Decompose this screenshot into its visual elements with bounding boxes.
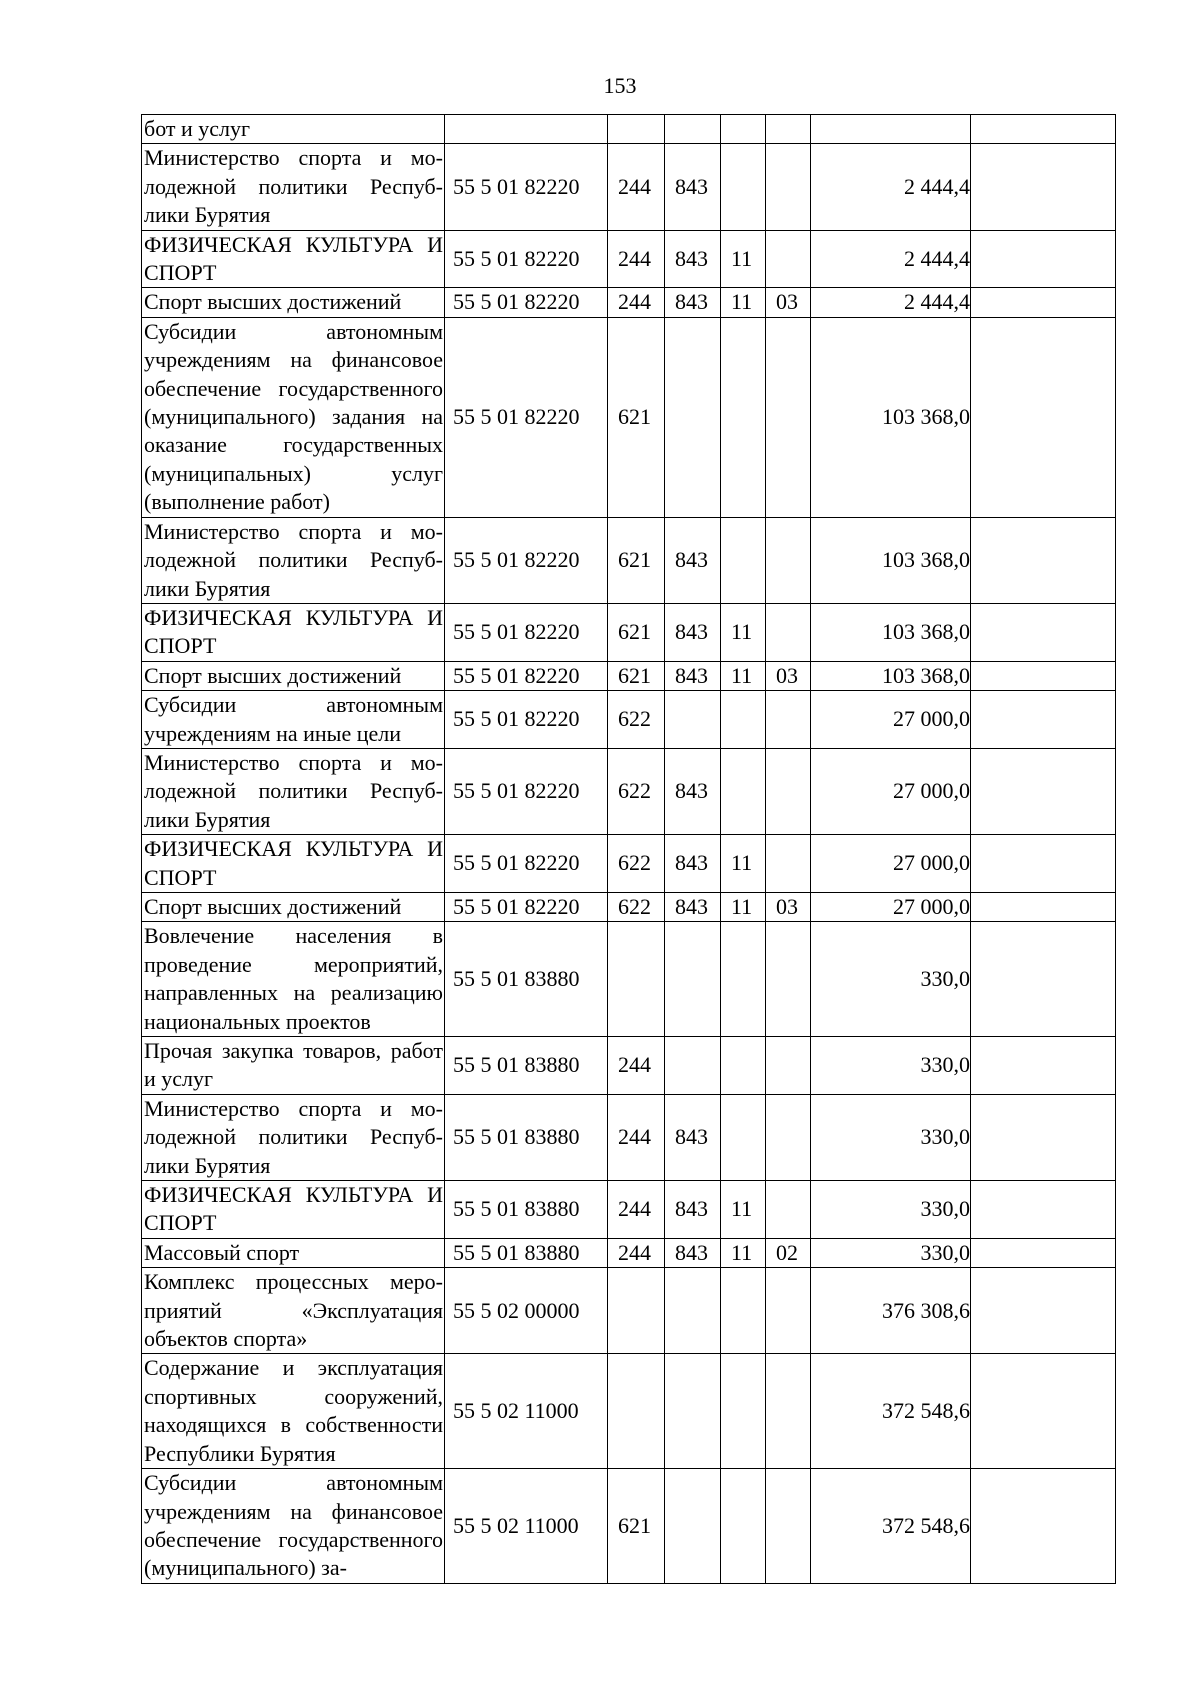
row-name-cell: Спорт высших достижений xyxy=(142,288,445,317)
expense-type-cell: 622 xyxy=(608,892,665,921)
empty-cell xyxy=(971,1238,1116,1267)
subsection-cell xyxy=(766,517,811,603)
section-cell xyxy=(721,317,766,517)
target-code-cell: 55 5 02 00000 xyxy=(445,1268,608,1354)
subsection-cell xyxy=(766,1268,811,1354)
ministry-code-cell: 843 xyxy=(665,748,721,834)
subsection-cell xyxy=(766,922,811,1037)
empty-cell xyxy=(971,1037,1116,1095)
table-row xyxy=(142,1354,1116,1469)
row-name-cell: ФИЗИЧЕСКАЯ КУЛЬТУРА И СПОРТ xyxy=(142,1181,445,1239)
ministry-code-cell xyxy=(665,1354,721,1469)
expense-type-cell: 622 xyxy=(608,748,665,834)
table-row xyxy=(142,1181,1116,1239)
target-code-cell: 55 5 01 82220 xyxy=(445,748,608,834)
expense-type-cell: 622 xyxy=(608,691,665,749)
target-code-cell xyxy=(445,115,608,144)
row-name-cell: Субсидии автономным учреждениям на финансовое обеспечение государственного (муниципального) за- xyxy=(142,1469,445,1584)
subsection-cell: 03 xyxy=(766,661,811,690)
amount-cell: 376 308,6 xyxy=(811,1268,971,1354)
ministry-code-cell: 843 xyxy=(665,1181,721,1239)
target-code-cell: 55 5 01 82220 xyxy=(445,317,608,517)
row-name-cell: Министерство спорта и молодежной политики Республики Бурятия xyxy=(142,748,445,834)
ministry-code-cell xyxy=(665,691,721,749)
empty-cell xyxy=(971,1268,1116,1354)
expense-type-cell: 244 xyxy=(608,1037,665,1095)
expense-type-cell: 244 xyxy=(608,144,665,230)
amount-cell: 330,0 xyxy=(811,1238,971,1267)
table-row xyxy=(142,517,1116,603)
table-body xyxy=(142,115,1116,1584)
subsection-cell: 02 xyxy=(766,1238,811,1267)
amount-cell: 27 000,0 xyxy=(811,892,971,921)
ministry-code-cell: 843 xyxy=(665,288,721,317)
ministry-code-cell xyxy=(665,1037,721,1095)
ministry-code-cell: 843 xyxy=(665,603,721,661)
expense-type-cell xyxy=(608,115,665,144)
ministry-code-cell: 843 xyxy=(665,1238,721,1267)
target-code-cell: 55 5 01 83880 xyxy=(445,1037,608,1095)
table-row xyxy=(142,115,1116,144)
expense-type-cell: 244 xyxy=(608,1094,665,1180)
amount-cell: 2 444,4 xyxy=(811,230,971,288)
target-code-cell: 55 5 01 82220 xyxy=(445,288,608,317)
expense-type-cell: 244 xyxy=(608,1238,665,1267)
ministry-code-cell: 843 xyxy=(665,892,721,921)
target-code-cell: 55 5 01 82220 xyxy=(445,691,608,749)
empty-cell xyxy=(971,1354,1116,1469)
section-cell: 11 xyxy=(721,835,766,893)
amount-cell: 330,0 xyxy=(811,1181,971,1239)
row-name-cell: Министерство спорта и молодежной политики Республики Бурятия xyxy=(142,517,445,603)
section-cell: 11 xyxy=(721,892,766,921)
section-cell xyxy=(721,1037,766,1095)
subsection-cell xyxy=(766,1037,811,1095)
table-row xyxy=(142,691,1116,749)
section-cell: 11 xyxy=(721,1181,766,1239)
subsection-cell: 03 xyxy=(766,892,811,921)
row-name-cell: бот и услуг xyxy=(142,115,445,144)
ministry-code-cell: 843 xyxy=(665,517,721,603)
amount-cell: 103 368,0 xyxy=(811,661,971,690)
row-name-cell: Спорт высших достижений xyxy=(142,892,445,921)
page-number: 153 xyxy=(603,73,637,98)
target-code-cell: 55 5 02 11000 xyxy=(445,1354,608,1469)
row-name-cell: ФИЗИЧЕСКАЯ КУЛЬТУРА И СПОРТ xyxy=(142,835,445,893)
table-row xyxy=(142,603,1116,661)
empty-cell xyxy=(971,603,1116,661)
subsection-cell xyxy=(766,1181,811,1239)
empty-cell xyxy=(971,748,1116,834)
table-row xyxy=(142,661,1116,690)
empty-cell xyxy=(971,835,1116,893)
table-row xyxy=(142,835,1116,893)
amount-cell: 2 444,4 xyxy=(811,288,971,317)
table-row xyxy=(142,922,1116,1037)
empty-cell xyxy=(971,691,1116,749)
row-name-cell: Массовый спорт xyxy=(142,1238,445,1267)
table-row xyxy=(142,892,1116,921)
expense-type-cell xyxy=(608,1268,665,1354)
amount-cell: 372 548,6 xyxy=(811,1469,971,1584)
subsection-cell xyxy=(766,691,811,749)
table-row xyxy=(142,230,1116,288)
target-code-cell: 55 5 01 82220 xyxy=(445,603,608,661)
row-name-cell: Министерство спорта и молодежной политики Республики Бурятия xyxy=(142,1094,445,1180)
expense-type-cell: 621 xyxy=(608,317,665,517)
expense-type-cell xyxy=(608,1354,665,1469)
subsection-cell xyxy=(766,144,811,230)
amount-cell: 27 000,0 xyxy=(811,835,971,893)
empty-cell xyxy=(971,1094,1116,1180)
target-code-cell: 55 5 01 82220 xyxy=(445,835,608,893)
section-cell xyxy=(721,115,766,144)
subsection-cell xyxy=(766,748,811,834)
ministry-code-cell: 843 xyxy=(665,835,721,893)
ministry-code-cell xyxy=(665,1268,721,1354)
expense-type-cell: 621 xyxy=(608,603,665,661)
expense-type-cell: 621 xyxy=(608,661,665,690)
section-cell xyxy=(721,1469,766,1584)
subsection-cell xyxy=(766,835,811,893)
section-cell: 11 xyxy=(721,288,766,317)
ministry-code-cell: 843 xyxy=(665,230,721,288)
subsection-cell xyxy=(766,230,811,288)
target-code-cell: 55 5 02 11000 xyxy=(445,1469,608,1584)
empty-cell xyxy=(971,144,1116,230)
row-name-cell: Спорт высших достижений xyxy=(142,661,445,690)
expense-type-cell: 244 xyxy=(608,230,665,288)
target-code-cell: 55 5 01 83880 xyxy=(445,1238,608,1267)
expense-type-cell xyxy=(608,922,665,1037)
row-name-cell: ФИЗИЧЕСКАЯ КУЛЬТУРА И СПОРТ xyxy=(142,230,445,288)
amount-cell: 103 368,0 xyxy=(811,603,971,661)
table-row xyxy=(142,144,1116,230)
ministry-code-cell xyxy=(665,317,721,517)
table-row xyxy=(142,1094,1116,1180)
ministry-code-cell: 843 xyxy=(665,661,721,690)
section-cell: 11 xyxy=(721,603,766,661)
row-name-cell: Министерство спорта и молодежной политики Республики Бурятия xyxy=(142,144,445,230)
table-row xyxy=(142,288,1116,317)
section-cell xyxy=(721,748,766,834)
amount-cell: 372 548,6 xyxy=(811,1354,971,1469)
table-row xyxy=(142,317,1116,517)
empty-cell xyxy=(971,661,1116,690)
empty-cell xyxy=(971,288,1116,317)
expense-type-cell: 621 xyxy=(608,517,665,603)
target-code-cell: 55 5 01 82220 xyxy=(445,892,608,921)
target-code-cell: 55 5 01 83880 xyxy=(445,1094,608,1180)
expense-type-cell: 244 xyxy=(608,1181,665,1239)
target-code-cell: 55 5 01 83880 xyxy=(445,1181,608,1239)
empty-cell xyxy=(971,922,1116,1037)
amount-cell: 330,0 xyxy=(811,1037,971,1095)
subsection-cell xyxy=(766,115,811,144)
subsection-cell: 03 xyxy=(766,288,811,317)
amount-cell xyxy=(811,115,971,144)
section-cell xyxy=(721,1268,766,1354)
target-code-cell: 55 5 01 82220 xyxy=(445,230,608,288)
amount-cell: 2 444,4 xyxy=(811,144,971,230)
section-cell: 11 xyxy=(721,1238,766,1267)
empty-cell xyxy=(971,317,1116,517)
empty-cell xyxy=(971,1181,1116,1239)
table-row xyxy=(142,1268,1116,1354)
empty-cell xyxy=(971,230,1116,288)
target-code-cell: 55 5 01 82220 xyxy=(445,144,608,230)
section-cell xyxy=(721,1094,766,1180)
section-cell xyxy=(721,922,766,1037)
section-cell: 11 xyxy=(721,230,766,288)
expense-type-cell: 621 xyxy=(608,1469,665,1584)
expense-type-cell: 244 xyxy=(608,288,665,317)
row-name-cell: ФИЗИЧЕСКАЯ КУЛЬТУРА И СПОРТ xyxy=(142,603,445,661)
empty-cell xyxy=(971,892,1116,921)
row-name-cell: Вовлечение населения в проведение мероприятий, направленных на реализацию национальных проектов xyxy=(142,922,445,1037)
row-name-cell: Прочая закупка товаров, работ и услуг xyxy=(142,1037,445,1095)
budget-table xyxy=(141,114,1116,1584)
target-code-cell: 55 5 01 82220 xyxy=(445,517,608,603)
ministry-code-cell xyxy=(665,115,721,144)
empty-cell xyxy=(971,517,1116,603)
ministry-code-cell xyxy=(665,1469,721,1584)
section-cell xyxy=(721,1354,766,1469)
section-cell: 11 xyxy=(721,661,766,690)
section-cell xyxy=(721,144,766,230)
target-code-cell: 55 5 01 83880 xyxy=(445,922,608,1037)
subsection-cell xyxy=(766,1354,811,1469)
ministry-code-cell: 843 xyxy=(665,144,721,230)
row-name-cell: Субсидии автономным учреждениям на иные цели xyxy=(142,691,445,749)
amount-cell: 27 000,0 xyxy=(811,748,971,834)
amount-cell: 330,0 xyxy=(811,922,971,1037)
table-row xyxy=(142,1037,1116,1095)
empty-cell xyxy=(971,115,1116,144)
subsection-cell xyxy=(766,317,811,517)
ministry-code-cell: 843 xyxy=(665,1094,721,1180)
subsection-cell xyxy=(766,603,811,661)
target-code-cell: 55 5 01 82220 xyxy=(445,661,608,690)
table-row xyxy=(142,748,1116,834)
amount-cell: 330,0 xyxy=(811,1094,971,1180)
row-name-cell: Субсидии автономным учреждениям на финансовое обеспечение государственного (муниципального) задания на оказание государственных (муниципальных) услуг (выполнение работ) xyxy=(142,317,445,517)
subsection-cell xyxy=(766,1469,811,1584)
ministry-code-cell xyxy=(665,922,721,1037)
section-cell xyxy=(721,691,766,749)
row-name-cell: Содержание и эксплуатация спортивных сооружений, находящихся в собственности Республики Бурятия xyxy=(142,1354,445,1469)
expense-type-cell: 622 xyxy=(608,835,665,893)
amount-cell: 103 368,0 xyxy=(811,517,971,603)
amount-cell: 103 368,0 xyxy=(811,317,971,517)
amount-cell: 27 000,0 xyxy=(811,691,971,749)
row-name-cell: Комплекс процессных мероприятий «Эксплуатация объектов спорта» xyxy=(142,1268,445,1354)
section-cell xyxy=(721,517,766,603)
table-row xyxy=(142,1469,1116,1584)
subsection-cell xyxy=(766,1094,811,1180)
empty-cell xyxy=(971,1469,1116,1584)
table-row xyxy=(142,1238,1116,1267)
